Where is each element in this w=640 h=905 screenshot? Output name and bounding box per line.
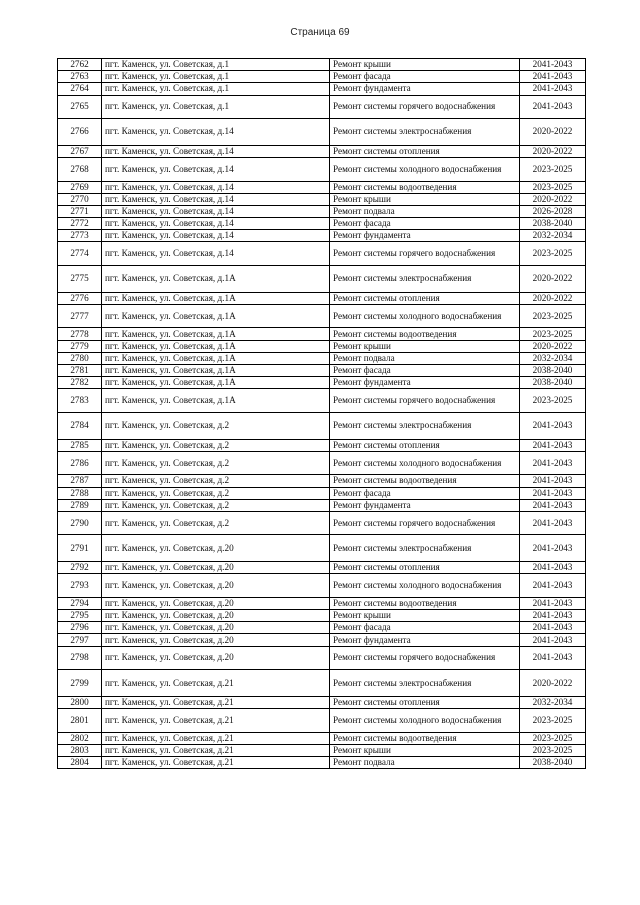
table-row (58, 292, 586, 304)
row-number-cell: 2764 (58, 83, 102, 95)
address-cell: пгт. Каменск, ул. Советская, д.2 (102, 475, 330, 487)
row-number-cell: 2798 (58, 646, 102, 669)
work-type-cell: Ремонт системы электроснабжения (330, 535, 520, 562)
period-cell: 2023-2025 (520, 305, 586, 328)
period-cell: 2023-2025 (520, 242, 586, 265)
row-number-cell: 2788 (58, 487, 102, 499)
address-cell: пгт. Каменск, ул. Советская, д.20 (102, 562, 330, 574)
work-type-cell: Ремонт крыши (330, 610, 520, 622)
table-row (58, 732, 586, 744)
work-type-cell: Ремонт фундамента (330, 377, 520, 389)
table-row (58, 562, 586, 574)
address-cell: пгт. Каменск, ул. Советская, д.14 (102, 158, 330, 181)
period-cell: 2020-2022 (520, 193, 586, 205)
table-row (58, 670, 586, 697)
work-type-cell: Ремонт фасада (330, 365, 520, 377)
address-cell: пгт. Каменск, ул. Советская, д.14 (102, 242, 330, 265)
address-cell: пгт. Каменск, ул. Советская, д.1А (102, 352, 330, 364)
address-cell: пгт. Каменск, ул. Советская, д.1А (102, 365, 330, 377)
work-type-cell: Ремонт системы отопления (330, 439, 520, 451)
row-number-cell: 2772 (58, 218, 102, 230)
row-number-cell: 2769 (58, 181, 102, 193)
table-row (58, 340, 586, 352)
period-cell: 2041-2043 (520, 83, 586, 95)
period-cell: 2038-2040 (520, 756, 586, 768)
address-cell: пгт. Каменск, ул. Советская, д.20 (102, 634, 330, 646)
table-row (58, 230, 586, 242)
row-number-cell: 2804 (58, 756, 102, 768)
work-type-cell: Ремонт системы водоотведения (330, 732, 520, 744)
work-type-cell: Ремонт системы горячего водоснабжения (330, 95, 520, 118)
period-cell: 2020-2022 (520, 118, 586, 145)
work-type-cell: Ремонт системы водоотведения (330, 181, 520, 193)
table-row (58, 328, 586, 340)
period-cell: 2041-2043 (520, 574, 586, 597)
period-cell: 2023-2025 (520, 709, 586, 732)
table-row (58, 95, 586, 118)
row-number-cell: 2796 (58, 622, 102, 634)
address-cell: пгт. Каменск, ул. Советская, д.21 (102, 756, 330, 768)
period-cell: 2041-2043 (520, 71, 586, 83)
table-row (58, 242, 586, 265)
address-cell: пгт. Каменск, ул. Советская, д.21 (102, 697, 330, 709)
table-row (58, 499, 586, 511)
table-row (58, 439, 586, 451)
address-cell: пгт. Каменск, ул. Советская, д.1А (102, 328, 330, 340)
table-row (58, 193, 586, 205)
address-cell: пгт. Каменск, ул. Советская, д.2 (102, 412, 330, 439)
table-row (58, 634, 586, 646)
row-number-cell: 2792 (58, 562, 102, 574)
address-cell: пгт. Каменск, ул. Советская, д.1А (102, 389, 330, 412)
table-row (58, 59, 586, 71)
table-row (58, 744, 586, 756)
period-cell: 2041-2043 (520, 610, 586, 622)
row-number-cell: 2800 (58, 697, 102, 709)
row-number-cell: 2790 (58, 511, 102, 534)
period-cell: 2038-2040 (520, 218, 586, 230)
address-cell: пгт. Каменск, ул. Советская, д.2 (102, 451, 330, 474)
work-type-cell: Ремонт системы горячего водоснабжения (330, 242, 520, 265)
work-type-cell: Ремонт системы электроснабжения (330, 118, 520, 145)
work-type-cell: Ремонт системы горячего водоснабжения (330, 646, 520, 669)
address-cell: пгт. Каменск, ул. Советская, д.20 (102, 597, 330, 609)
table-row (58, 352, 586, 364)
row-number-cell: 2791 (58, 535, 102, 562)
address-cell: пгт. Каменск, ул. Советская, д.1А (102, 265, 330, 292)
period-cell: 2020-2022 (520, 340, 586, 352)
table-row (58, 511, 586, 534)
period-cell: 2032-2034 (520, 230, 586, 242)
period-cell: 2038-2040 (520, 377, 586, 389)
work-type-cell: Ремонт системы водоотведения (330, 597, 520, 609)
address-cell: пгт. Каменск, ул. Советская, д.21 (102, 744, 330, 756)
work-type-cell: Ремонт системы холодного водоснабжения (330, 709, 520, 732)
table-row (58, 412, 586, 439)
row-number-cell: 2795 (58, 610, 102, 622)
period-cell: 2020-2022 (520, 670, 586, 697)
row-number-cell: 2770 (58, 193, 102, 205)
period-cell: 2020-2022 (520, 265, 586, 292)
work-type-cell: Ремонт системы горячего водоснабжения (330, 389, 520, 412)
address-cell: пгт. Каменск, ул. Советская, д.1А (102, 340, 330, 352)
table-row (58, 451, 586, 474)
table-row (58, 83, 586, 95)
work-type-cell: Ремонт системы электроснабжения (330, 412, 520, 439)
work-type-cell: Ремонт крыши (330, 744, 520, 756)
row-number-cell: 2776 (58, 292, 102, 304)
row-number-cell: 2797 (58, 634, 102, 646)
table-row (58, 365, 586, 377)
address-cell: пгт. Каменск, ул. Советская, д.2 (102, 499, 330, 511)
row-number-cell: 2774 (58, 242, 102, 265)
period-cell: 2032-2034 (520, 697, 586, 709)
table-row (58, 709, 586, 732)
work-type-cell: Ремонт системы горячего водоснабжения (330, 511, 520, 534)
table-row (58, 118, 586, 145)
work-type-cell: Ремонт крыши (330, 59, 520, 71)
period-cell: 2041-2043 (520, 412, 586, 439)
work-type-cell: Ремонт системы холодного водоснабжения (330, 305, 520, 328)
period-cell: 2041-2043 (520, 475, 586, 487)
row-number-cell: 2767 (58, 145, 102, 157)
row-number-cell: 2802 (58, 732, 102, 744)
address-cell: пгт. Каменск, ул. Советская, д.14 (102, 218, 330, 230)
period-cell: 2041-2043 (520, 59, 586, 71)
period-cell: 2032-2034 (520, 352, 586, 364)
work-type-cell: Ремонт фундамента (330, 634, 520, 646)
row-number-cell: 2773 (58, 230, 102, 242)
table-row (58, 158, 586, 181)
period-cell: 2041-2043 (520, 535, 586, 562)
period-cell: 2026-2028 (520, 205, 586, 217)
row-number-cell: 2778 (58, 328, 102, 340)
work-type-cell: Ремонт фасада (330, 487, 520, 499)
table-row (58, 389, 586, 412)
row-number-cell: 2766 (58, 118, 102, 145)
address-cell: пгт. Каменск, ул. Советская, д.14 (102, 230, 330, 242)
period-cell: 2038-2040 (520, 365, 586, 377)
work-type-cell: Ремонт крыши (330, 340, 520, 352)
address-cell: пгт. Каменск, ул. Советская, д.20 (102, 574, 330, 597)
period-cell: 2023-2025 (520, 732, 586, 744)
address-cell: пгт. Каменск, ул. Советская, д.14 (102, 181, 330, 193)
row-number-cell: 2780 (58, 352, 102, 364)
table-row (58, 218, 586, 230)
address-cell: пгт. Каменск, ул. Советская, д.20 (102, 610, 330, 622)
table-row (58, 71, 586, 83)
repair-schedule-table (57, 58, 586, 769)
period-cell: 2041-2043 (520, 562, 586, 574)
table-row (58, 181, 586, 193)
row-number-cell: 2803 (58, 744, 102, 756)
address-cell: пгт. Каменск, ул. Советская, д.1 (102, 59, 330, 71)
row-number-cell: 2787 (58, 475, 102, 487)
work-type-cell: Ремонт системы отопления (330, 697, 520, 709)
period-cell: 2041-2043 (520, 439, 586, 451)
address-cell: пгт. Каменск, ул. Советская, д.2 (102, 511, 330, 534)
address-cell: пгт. Каменск, ул. Советская, д.1 (102, 71, 330, 83)
table-row (58, 487, 586, 499)
work-type-cell: Ремонт подвала (330, 352, 520, 364)
address-cell: пгт. Каменск, ул. Советская, д.2 (102, 439, 330, 451)
address-cell: пгт. Каменск, ул. Советская, д.1А (102, 292, 330, 304)
work-type-cell: Ремонт фасада (330, 622, 520, 634)
table-row (58, 574, 586, 597)
table-row (58, 377, 586, 389)
row-number-cell: 2786 (58, 451, 102, 474)
row-number-cell: 2782 (58, 377, 102, 389)
address-cell: пгт. Каменск, ул. Советская, д.1 (102, 95, 330, 118)
address-cell: пгт. Каменск, ул. Советская, д.14 (102, 205, 330, 217)
table-row (58, 622, 586, 634)
row-number-cell: 2779 (58, 340, 102, 352)
period-cell: 2023-2025 (520, 389, 586, 412)
row-number-cell: 2777 (58, 305, 102, 328)
table-row (58, 205, 586, 217)
address-cell: пгт. Каменск, ул. Советская, д.14 (102, 145, 330, 157)
address-cell: пгт. Каменск, ул. Советская, д.20 (102, 646, 330, 669)
work-type-cell: Ремонт системы отопления (330, 145, 520, 157)
work-type-cell: Ремонт системы холодного водоснабжения (330, 574, 520, 597)
row-number-cell: 2775 (58, 265, 102, 292)
row-number-cell: 2799 (58, 670, 102, 697)
period-cell: 2041-2043 (520, 95, 586, 118)
period-cell: 2023-2025 (520, 181, 586, 193)
row-number-cell: 2785 (58, 439, 102, 451)
address-cell: пгт. Каменск, ул. Советская, д.20 (102, 535, 330, 562)
table-row (58, 756, 586, 768)
table-body (58, 59, 586, 769)
period-cell: 2023-2025 (520, 744, 586, 756)
table-row (58, 145, 586, 157)
work-type-cell: Ремонт фундамента (330, 230, 520, 242)
period-cell: 2041-2043 (520, 487, 586, 499)
period-cell: 2041-2043 (520, 622, 586, 634)
work-type-cell: Ремонт системы водоотведения (330, 475, 520, 487)
address-cell: пгт. Каменск, ул. Советская, д.21 (102, 709, 330, 732)
work-type-cell: Ремонт системы электроснабжения (330, 265, 520, 292)
row-number-cell: 2794 (58, 597, 102, 609)
work-type-cell: Ремонт системы отопления (330, 562, 520, 574)
address-cell: пгт. Каменск, ул. Советская, д.1А (102, 377, 330, 389)
table-row (58, 597, 586, 609)
row-number-cell: 2783 (58, 389, 102, 412)
address-cell: пгт. Каменск, ул. Советская, д.14 (102, 118, 330, 145)
table-row (58, 697, 586, 709)
row-number-cell: 2801 (58, 709, 102, 732)
row-number-cell: 2771 (58, 205, 102, 217)
address-cell: пгт. Каменск, ул. Советская, д.21 (102, 670, 330, 697)
period-cell: 2041-2043 (520, 451, 586, 474)
work-type-cell: Ремонт системы холодного водоснабжения (330, 158, 520, 181)
address-cell: пгт. Каменск, ул. Советская, д.20 (102, 622, 330, 634)
row-number-cell: 2789 (58, 499, 102, 511)
period-cell: 2023-2025 (520, 328, 586, 340)
work-type-cell: Ремонт фасада (330, 71, 520, 83)
row-number-cell: 2793 (58, 574, 102, 597)
row-number-cell: 2765 (58, 95, 102, 118)
period-cell: 2020-2022 (520, 145, 586, 157)
page-number-header: Страница 69 (290, 27, 350, 38)
row-number-cell: 2784 (58, 412, 102, 439)
work-type-cell: Ремонт фундамента (330, 499, 520, 511)
period-cell: 2023-2025 (520, 158, 586, 181)
table-row (58, 305, 586, 328)
row-number-cell: 2763 (58, 71, 102, 83)
period-cell: 2041-2043 (520, 511, 586, 534)
table-row (58, 265, 586, 292)
work-type-cell: Ремонт фундамента (330, 83, 520, 95)
work-type-cell: Ремонт системы электроснабжения (330, 670, 520, 697)
address-cell: пгт. Каменск, ул. Советская, д.1А (102, 305, 330, 328)
address-cell: пгт. Каменск, ул. Советская, д.1 (102, 83, 330, 95)
work-type-cell: Ремонт крыши (330, 193, 520, 205)
table-row (58, 610, 586, 622)
table-row (58, 646, 586, 669)
row-number-cell: 2762 (58, 59, 102, 71)
period-cell: 2041-2043 (520, 597, 586, 609)
row-number-cell: 2781 (58, 365, 102, 377)
work-type-cell: Ремонт подвала (330, 205, 520, 217)
period-cell: 2041-2043 (520, 634, 586, 646)
work-type-cell: Ремонт системы холодного водоснабжения (330, 451, 520, 474)
period-cell: 2041-2043 (520, 646, 586, 669)
row-number-cell: 2768 (58, 158, 102, 181)
address-cell: пгт. Каменск, ул. Советская, д.14 (102, 193, 330, 205)
work-type-cell: Ремонт системы водоотведения (330, 328, 520, 340)
work-type-cell: Ремонт системы отопления (330, 292, 520, 304)
address-cell: пгт. Каменск, ул. Советская, д.2 (102, 487, 330, 499)
table-row (58, 535, 586, 562)
work-type-cell: Ремонт подвала (330, 756, 520, 768)
work-type-cell: Ремонт фасада (330, 218, 520, 230)
table-row (58, 475, 586, 487)
period-cell: 2041-2043 (520, 499, 586, 511)
period-cell: 2020-2022 (520, 292, 586, 304)
address-cell: пгт. Каменск, ул. Советская, д.21 (102, 732, 330, 744)
